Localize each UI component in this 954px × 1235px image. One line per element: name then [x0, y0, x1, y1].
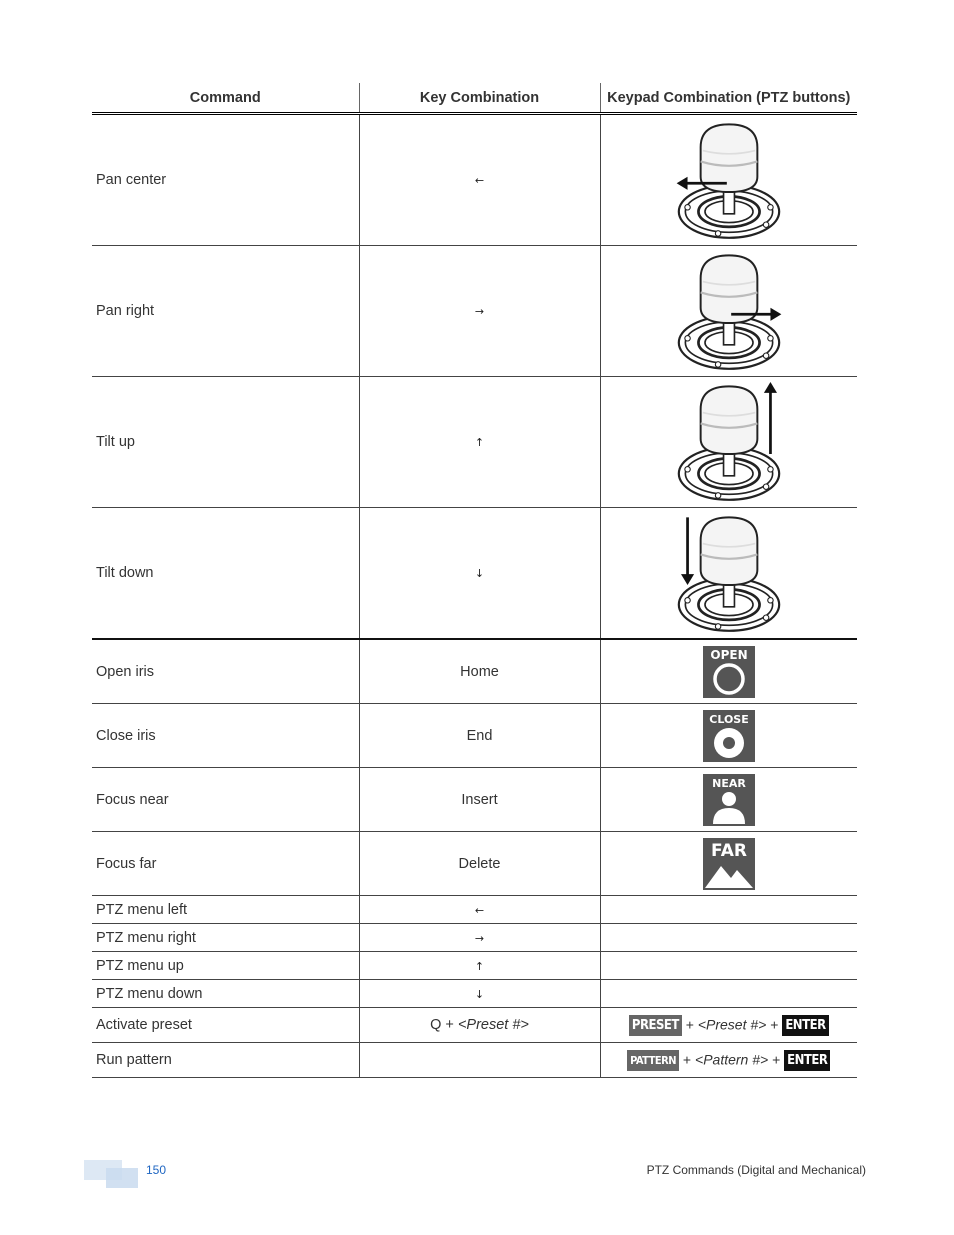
key-cell — [359, 980, 600, 1008]
svg-text:FAR: FAR — [710, 840, 747, 861]
table-row — [92, 832, 857, 896]
key-cell — [359, 246, 600, 377]
table-row — [92, 114, 857, 246]
open-iris-button-icon — [703, 646, 755, 698]
joystick-right-icon — [674, 251, 784, 371]
close-iris-button-icon — [703, 710, 755, 762]
key-cell — [359, 952, 600, 980]
left-arrow-key: ← — [474, 903, 485, 917]
keypad-cell — [600, 246, 857, 377]
plus-sign: + — [681, 1015, 698, 1032]
up-arrow-key: ↑ — [474, 436, 485, 449]
table-row — [92, 980, 857, 1008]
ptz-commands-table — [92, 83, 857, 1078]
header-command: Command — [92, 83, 359, 114]
down-arrow-key: ↓ — [474, 567, 485, 580]
footer-logo-icon — [84, 1160, 138, 1188]
enter-button-icon: ENTER — [784, 1050, 830, 1071]
table-row — [92, 639, 857, 704]
command-cell: PTZ menu left — [92, 896, 359, 924]
keypad-cell — [600, 768, 857, 832]
table-row — [92, 952, 857, 980]
preset-param: <Preset #> — [457, 1017, 529, 1033]
joystick-left-icon — [674, 120, 784, 240]
key-cell — [359, 896, 600, 924]
keypad-cell — [600, 1043, 857, 1078]
keypad-cell — [600, 1008, 857, 1043]
table-row — [92, 508, 857, 640]
command-cell: Tilt down — [92, 508, 359, 640]
keypad-cell — [600, 639, 857, 704]
command-cell: PTZ menu right — [92, 924, 359, 952]
key-cell — [359, 114, 600, 246]
table-row — [92, 768, 857, 832]
key-cell: Insert — [359, 768, 600, 832]
keypad-cell — [600, 952, 857, 980]
pattern-param: <Pattern #> — [695, 1050, 769, 1067]
enter-button-icon: ENTER — [782, 1015, 828, 1036]
table-row — [92, 246, 857, 377]
key-cell — [359, 377, 600, 508]
command-cell: Focus near — [92, 768, 359, 832]
right-arrow-key: → — [474, 305, 485, 318]
keypad-cell — [600, 704, 857, 768]
command-cell: Focus far — [92, 832, 359, 896]
preset-param: <Preset #> — [697, 1015, 767, 1032]
up-arrow-key: ↑ — [474, 959, 485, 973]
focus-near-button-icon — [703, 774, 755, 826]
command-cell: PTZ menu up — [92, 952, 359, 980]
header-key-combination: Key Combination — [359, 83, 600, 114]
footer-section-title: PTZ Commands (Digital and Mechanical) — [646, 1163, 866, 1177]
page-number: 150 — [146, 1163, 167, 1177]
keypad-cell — [600, 924, 857, 952]
table-row — [92, 377, 857, 508]
joystick-up-icon — [674, 382, 784, 502]
table-row — [92, 924, 857, 952]
key-cell: Home — [359, 639, 600, 704]
svg-text:CLOSE: CLOSE — [709, 712, 749, 726]
table-row — [92, 1043, 857, 1078]
key-cell — [359, 924, 600, 952]
key-cell: End — [359, 704, 600, 768]
command-cell: Pan right — [92, 246, 359, 377]
keypad-cell — [600, 832, 857, 896]
command-cell: Activate preset — [92, 1008, 359, 1043]
left-arrow-key: ← — [474, 174, 485, 187]
keypad-cell — [600, 377, 857, 508]
joystick-down-icon — [674, 513, 784, 633]
down-arrow-key: ↓ — [474, 987, 485, 1001]
command-cell: Pan center — [92, 114, 359, 246]
keypad-cell — [600, 114, 857, 246]
svg-text:OPEN: OPEN — [710, 647, 748, 662]
command-cell: Run pattern — [92, 1043, 359, 1078]
command-cell: Close iris — [92, 704, 359, 768]
table-header-row — [92, 83, 857, 114]
command-cell: Tilt up — [92, 377, 359, 508]
key-cell — [359, 508, 600, 640]
focus-far-button-icon — [703, 838, 755, 890]
plus-sign: + — [768, 1050, 785, 1067]
key-cell — [359, 1008, 600, 1043]
plus-sign: + — [766, 1015, 783, 1032]
table-row — [92, 704, 857, 768]
right-arrow-key: → — [474, 931, 485, 945]
pattern-button-icon: PATTERN — [627, 1050, 679, 1071]
table-row — [92, 896, 857, 924]
table-row — [92, 1008, 857, 1043]
command-cell: PTZ menu down — [92, 980, 359, 1008]
key-prefix: Q + — [430, 1017, 458, 1033]
key-cell: Delete — [359, 832, 600, 896]
svg-text:NEAR: NEAR — [711, 776, 746, 790]
plus-sign: + — [679, 1050, 696, 1067]
keypad-cell — [600, 980, 857, 1008]
keypad-cell — [600, 508, 857, 640]
command-cell: Open iris — [92, 639, 359, 704]
header-keypad-combination: Keypad Combination (PTZ buttons) — [600, 83, 857, 114]
key-cell — [359, 1043, 600, 1078]
keypad-cell — [600, 896, 857, 924]
preset-button-icon: PRESET — [629, 1015, 682, 1036]
